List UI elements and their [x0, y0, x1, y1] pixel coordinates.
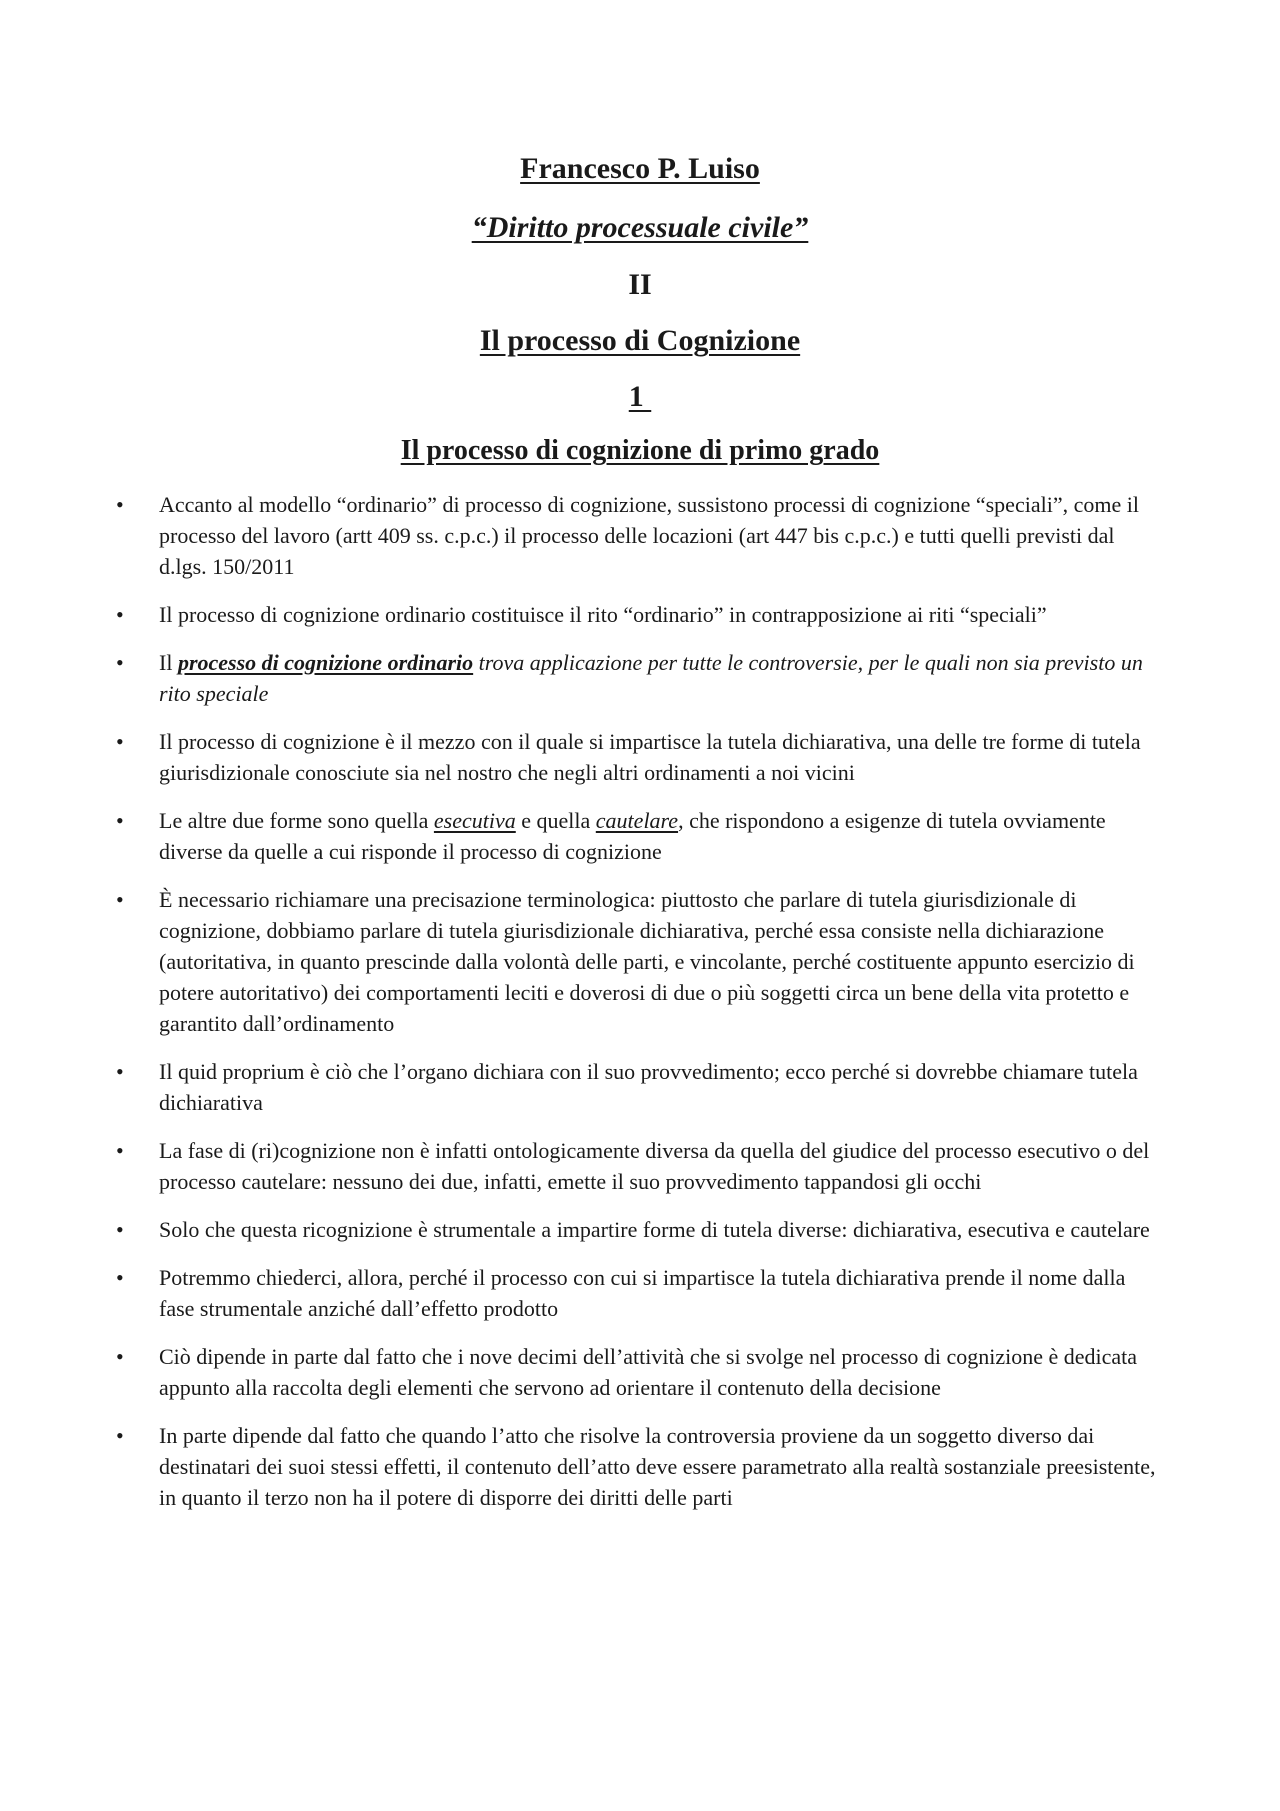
- bullet-marker: •: [116, 1265, 124, 1290]
- bullet-text: e quella: [515, 808, 596, 833]
- bullet-marker: •: [116, 1059, 124, 1084]
- bullet-item: [115, 647, 1165, 709]
- bullet-text: Potremmo chiederci, allora, perché il processo con cui si impartisce la tutela dichiarativa prende il nome dalla fase strumentale anziché dall’effetto prodotto: [159, 1265, 1126, 1321]
- bullet-emphasis-text: trova applicazione per tutte le controversie, per le quali non sia previsto un rito speciale: [159, 650, 1143, 706]
- bullet-emphasis-text: cautelare: [595, 808, 679, 833]
- bullet-marker: •: [116, 1138, 124, 1163]
- bullet-item: [115, 1056, 1165, 1118]
- bullet-marker: •: [116, 492, 124, 517]
- bullet-text: Il processo di cognizione ordinario costituisce il rito “ordinario” in contrapposizione ai riti “speciali”: [159, 602, 1047, 627]
- part-heading: [0, 323, 1280, 359]
- chapter-number: 1: [628, 380, 652, 413]
- bullet-item: [115, 884, 1165, 1039]
- bullet-item: [115, 599, 1165, 630]
- bullet-text: , che rispondono a esigenze di tutela ovviamente diverse da quelle a cui risponde il processo di cognizione: [159, 808, 1106, 864]
- part-title: Il processo di Cognizione: [479, 324, 801, 357]
- bullet-marker: •: [116, 1423, 124, 1448]
- bullet-text: Ciò dipende in parte dal fatto che i nove decimi dell’attività che si svolge nel processo di cognizione è dedicata appunto alla raccolta degli elementi che servono ad orientare il contenuto della decisione: [159, 1344, 1138, 1400]
- bullet-text: Accanto al modello “ordinario” di processo di cognizione, sussistono processi di cognizione “speciali”, come il processo del lavoro (artt 409 ss. c.p.c.) il processo delle locazioni (art 447 bis c.p.c.) e tutti quelli previsti dal d.lgs. 150/2011: [159, 492, 1139, 579]
- bullet-text: Il: [159, 650, 178, 675]
- bullet-text: Il processo di cognizione è il mezzo con il quale si impartisce la tutela dichiarativa, una delle tre forme di tutela giurisdizionale conosciute sia nel nostro che negli altri ordinamenti a noi vicini: [159, 729, 1141, 785]
- bullet-item: [115, 1420, 1165, 1513]
- chapter-title: Il processo di cognizione di primo grado: [400, 435, 880, 466]
- bullet-item: [115, 1135, 1165, 1197]
- author-name: Francesco P. Luiso: [520, 152, 760, 185]
- bullet-item: [115, 805, 1165, 867]
- bullet-text: Solo che questa ricognizione è strumentale a impartire forme di tutela diverse: dichiarativa, esecutiva e cautelare: [159, 1217, 1150, 1242]
- author-heading: [0, 151, 1280, 187]
- bullet-item: [115, 1214, 1165, 1245]
- bullet-marker: •: [116, 729, 124, 754]
- bullet-marker: •: [116, 650, 124, 675]
- bullet-item: [115, 1262, 1165, 1324]
- bullet-text: La fase di (ri)cognizione non è infatti ontologicamente diversa da quella del giudice del processo esecutivo o del processo cautelare: nessuno dei due, infatti, emette il suo provvedimento tappandosi gli occhi: [159, 1138, 1150, 1194]
- bullet-marker: •: [116, 1344, 124, 1369]
- chapter-title-heading: [0, 433, 1280, 469]
- bullet-item: [115, 489, 1165, 582]
- bullet-marker: •: [116, 887, 124, 912]
- bullet-marker: •: [116, 808, 124, 833]
- bullet-text: È necessario richiamare una precisazione terminologica: piuttosto che parlare di tutela giurisdizionale di cognizione, dobbiamo parlare di tutela giurisdizionale dichiarativa, perché essa consiste nella dichiarazione (autoritativa, in quanto prescinde dalla volontà delle parti, e vincolante, perché costituente appunto esercizio di potere autoritativo) dei comportamenti leciti e doverosi di due o più soggetti circa un bene della vita protetto e garantito dall’ordinamento: [159, 887, 1135, 1036]
- chapter-number-heading: [0, 379, 1280, 415]
- bullet-text: Le altre due forme sono quella: [159, 808, 434, 833]
- bullet-text: In parte dipende dal fatto che quando l’atto che risolve la controversia proviene da un soggetto diverso dai destinatari dei suoi stessi effetti, il contenuto dell’atto deve essere parametrato alla realtà sostanziale preesistente, in quanto il terzo non ha il potere di disporre dei diritti delle parti: [159, 1423, 1156, 1510]
- volume-number: II: [628, 268, 652, 301]
- book-title: “Diritto processuale civile”: [471, 211, 809, 244]
- volume-heading: [0, 267, 1280, 303]
- bullet-list: [115, 489, 1165, 1530]
- bullet-emphasis-text: esecutiva: [433, 808, 516, 833]
- book-title-heading: [0, 210, 1280, 246]
- bullet-item: [115, 1341, 1165, 1403]
- bullet-marker: •: [116, 602, 124, 627]
- bullet-item: [115, 726, 1165, 788]
- bullet-emphasis-text: processo di cognizione ordinario: [177, 650, 474, 675]
- bullet-marker: •: [116, 1217, 124, 1242]
- bullet-text: Il quid proprium è ciò che l’organo dichiara con il suo provvedimento; ecco perché si dovrebbe chiamare tutela dichiarativa: [159, 1059, 1138, 1115]
